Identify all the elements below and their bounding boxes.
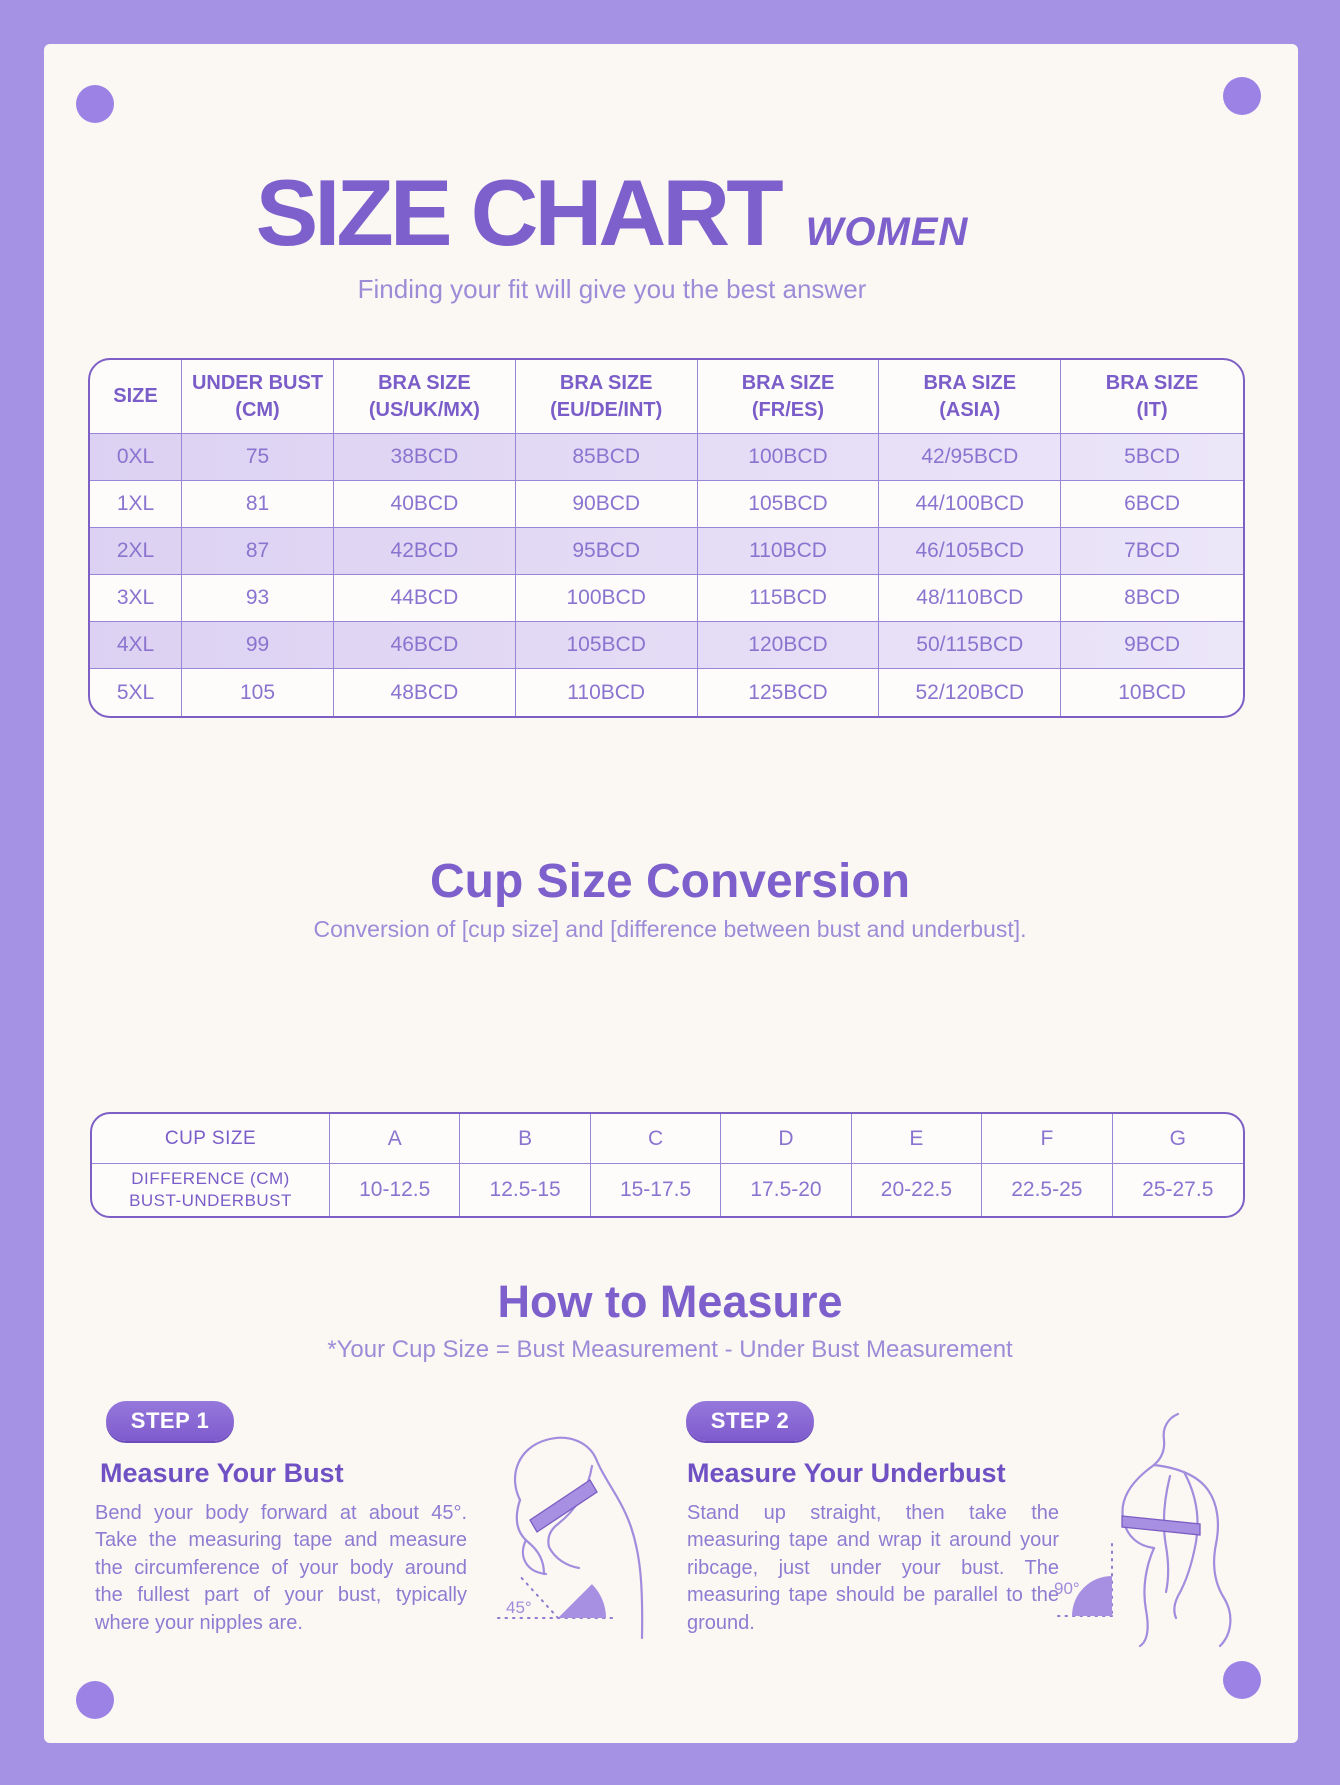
size-table-cell: 115BCD <box>698 575 880 621</box>
size-table-header-row <box>90 360 1243 434</box>
size-table-cell: 110BCD <box>516 669 698 716</box>
cup-size-cell: B <box>460 1114 590 1163</box>
size-table-cell: 44/100BCD <box>879 481 1061 527</box>
cup-size-cell: E <box>852 1114 982 1163</box>
page-title: SIZE CHART <box>255 160 780 265</box>
cup-table <box>90 1112 1245 1218</box>
size-table-cell: 105BCD <box>516 622 698 668</box>
size-table-cell: 125BCD <box>698 669 880 716</box>
size-table-cell: 50/115BCD <box>879 622 1061 668</box>
size-table-header-cell: UNDER BUST (CM) <box>182 360 334 433</box>
size-table-cell: 42/95BCD <box>879 434 1061 480</box>
size-table-cell: 99 <box>182 622 334 668</box>
size-table-cell: 0XL <box>90 434 182 480</box>
size-table-cell: 5XL <box>90 669 182 716</box>
size-table-cell: 3XL <box>90 575 182 621</box>
angle-label-90: 90° <box>1054 1579 1080 1598</box>
how-to-measure-title: How to Measure <box>497 1276 843 1327</box>
step-1-heading: Measure Your Bust <box>100 1458 344 1488</box>
header-block <box>0 160 1282 305</box>
cup-table-difference-row <box>92 1164 1243 1216</box>
size-table-cell: 95BCD <box>516 528 698 574</box>
size-table-cell: 52/120BCD <box>879 669 1061 716</box>
size-table-cell: 110BCD <box>698 528 880 574</box>
step-1-instructions: Bend your body forward at about 45°. Take the measuring tape and measure the circumference of your body around the fullest part of your bust, typically where your nipples are. <box>95 1502 467 1634</box>
cup-size-conversion-subtitle: Conversion of [cup size] and [difference between bust and underbust]. <box>313 916 1027 942</box>
size-table-cell: 105 <box>182 669 334 716</box>
size-table-cell: 85BCD <box>516 434 698 480</box>
size-table-header-cell: BRA SIZE (US/UK/MX) <box>334 360 516 433</box>
how-to-measure-subtitle: *Your Cup Size = Bust Measurement - Under Bust Measurement <box>327 1336 1013 1363</box>
cup-size-cell: C <box>591 1114 721 1163</box>
size-table-cell: 8BCD <box>1124 586 1181 609</box>
size-chart-table <box>88 358 1245 718</box>
corner-dot-bottom-left <box>76 1681 114 1719</box>
size-table-header-cell: BRA SIZE (EU/DE/INT) <box>516 360 698 433</box>
step-1-badge: STEP 1 <box>106 1401 234 1441</box>
corner-dot-bottom-right <box>1223 1661 1261 1699</box>
underbust-measure-figure-illustration <box>1050 1408 1295 1648</box>
cup-table-header-row <box>92 1114 1243 1164</box>
size-table-header-cell: BRA SIZE (ASIA) <box>879 360 1061 433</box>
size-table-cell: 2XL <box>90 528 182 574</box>
size-table-cell: 48BCD <box>334 669 516 716</box>
size-table-cell: 105BCD <box>698 481 880 527</box>
title-line <box>0 160 1282 265</box>
bust-measure-figure-illustration <box>478 1422 668 1640</box>
size-table-cell: 75 <box>182 434 334 480</box>
size-table-cell: 100BCD <box>516 575 698 621</box>
size-table-row <box>90 434 1243 481</box>
page-title-audience: WOMEN <box>805 210 969 254</box>
45-degree-angle-wedge <box>558 1584 606 1618</box>
page-subtitle: Finding your fit will give you the best answer <box>357 274 867 304</box>
underbust-measuring-tape <box>1122 1516 1200 1535</box>
difference-value-cell: 15-17.5 <box>591 1164 721 1216</box>
size-table-cell: 38BCD <box>334 434 516 480</box>
difference-value-cell: 12.5-15 <box>460 1164 590 1216</box>
difference-label-cell: DIFFERENCE (CM) BUST-UNDERBUST <box>92 1164 330 1216</box>
difference-value-cell: 10-12.5 <box>330 1164 460 1216</box>
size-table-header-cell: BRA SIZE (FR/ES) <box>698 360 880 433</box>
size-table-cell: 7BCD <box>1124 539 1181 562</box>
size-table-cell: 44BCD <box>334 575 516 621</box>
size-table-cell: 5BCD <box>1124 445 1181 468</box>
cup-size-label-cell: CUP SIZE <box>92 1114 330 1163</box>
size-table-cell: 4XL <box>90 622 182 668</box>
step-2-instructions: Stand up straight, then take the measuring tape and wrap it around your ribcage, just under your bust. The measuring tape should be parallel to the ground. <box>687 1502 1059 1634</box>
size-table-cell: 40BCD <box>334 481 516 527</box>
size-table-cell: 93 <box>182 575 334 621</box>
size-table-row <box>90 575 1243 622</box>
size-table-cell: 6BCD <box>1124 492 1181 515</box>
cup-size-cell: D <box>721 1114 851 1163</box>
size-table-cell: 81 <box>182 481 334 527</box>
angle-label-45: 45° <box>506 1598 532 1617</box>
size-table-cell: 90BCD <box>516 481 698 527</box>
difference-value-cell: 22.5-25 <box>982 1164 1112 1216</box>
step-2-badge: STEP 2 <box>686 1401 814 1441</box>
size-table-cell: 46BCD <box>334 622 516 668</box>
size-table-row <box>90 669 1243 716</box>
size-table-cell: 10BCD <box>1118 680 1186 704</box>
corner-dot-top-left <box>76 85 114 123</box>
cup-size-conversion-title: Cup Size Conversion <box>429 855 911 908</box>
step-2-heading: Measure Your Underbust <box>687 1458 1006 1488</box>
size-table-row <box>90 528 1243 575</box>
size-table-cell: 1XL <box>90 481 182 527</box>
cup-size-cell: F <box>982 1114 1112 1163</box>
size-table-cell: 87 <box>182 528 334 574</box>
cup-size-cell: G <box>1169 1126 1186 1150</box>
size-table-cell: 100BCD <box>698 434 880 480</box>
difference-value-cell: 20-22.5 <box>852 1164 982 1216</box>
corner-dot-top-right <box>1223 77 1261 115</box>
bust-measuring-tape <box>530 1480 597 1532</box>
size-table-row <box>90 481 1243 528</box>
size-table-cell: 42BCD <box>334 528 516 574</box>
size-table-cell: 46/105BCD <box>879 528 1061 574</box>
difference-value-cell: 25-27.5 <box>1142 1178 1214 1201</box>
difference-value-cell: 17.5-20 <box>721 1164 851 1216</box>
size-table-cell: 120BCD <box>698 622 880 668</box>
size-table-cell: 9BCD <box>1124 633 1181 656</box>
size-table-cell: 48/110BCD <box>879 575 1061 621</box>
cup-size-cell: A <box>330 1114 460 1163</box>
size-table-header-cell: SIZE <box>90 360 182 433</box>
size-table-header-cell: BRA SIZE (IT) <box>1105 371 1199 421</box>
size-table-row <box>90 622 1243 669</box>
